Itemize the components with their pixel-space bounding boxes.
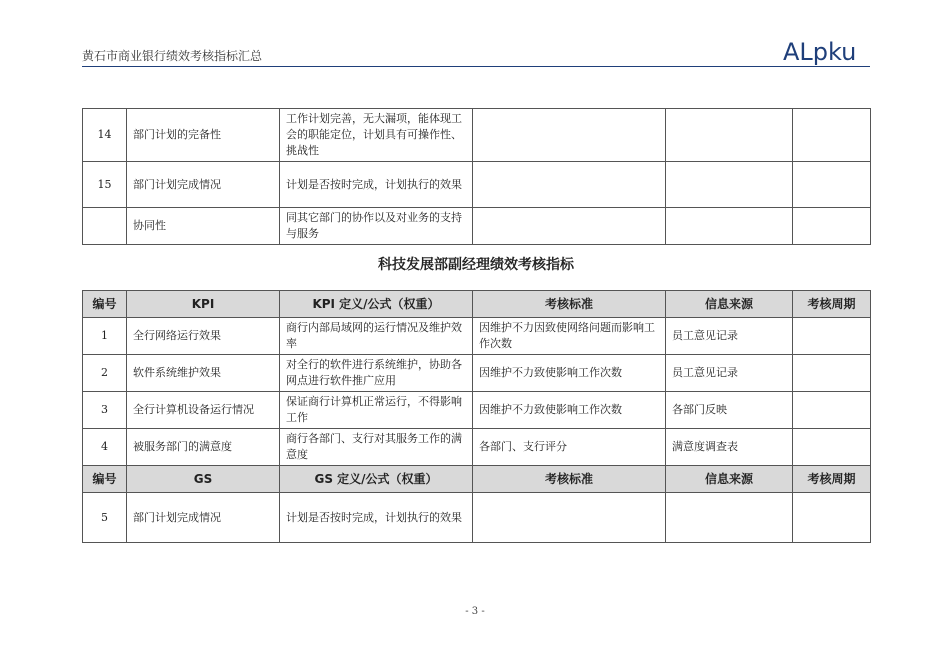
kpi-standard: 各部门、支行评分: [473, 429, 666, 466]
header-definition: KPI 定义/公式（权重）: [280, 291, 473, 318]
alpku-logo: ALpku: [783, 38, 857, 66]
table-row: [83, 392, 871, 429]
kpi-definition: 工作计划完善，无大漏项，能体现工会的职能定位，计划具有可操作性、挑战性: [280, 109, 473, 162]
kpi-name: 部门计划的完备性: [127, 109, 280, 162]
kpi-standard: 因维护不力致使影响工作次数: [473, 355, 666, 392]
row-number: 1: [83, 318, 127, 355]
table-row: [83, 162, 871, 208]
kpi-period: [793, 493, 871, 543]
kpi-period: [793, 109, 871, 162]
kpi-period: [793, 208, 871, 245]
kpi-source: 各部门反映: [666, 392, 793, 429]
header-num: 编号: [83, 291, 127, 318]
table-row: [83, 355, 871, 392]
kpi-name: 协同性: [127, 208, 280, 245]
kpi-standard: 因维护不力因致使网络问题而影响工作次数: [473, 318, 666, 355]
kpi-source: 员工意见记录: [666, 355, 793, 392]
kpi-period: [793, 429, 871, 466]
header-kpi: KPI: [127, 291, 280, 318]
kpi-standard: [473, 208, 666, 245]
kpi-period: [793, 392, 871, 429]
kpi-name: 全行计算机设备运行情况: [127, 392, 280, 429]
kpi-definition: 对全行的软件进行系统维护，协助各网点进行软件推广应用: [280, 355, 473, 392]
header-source: 信息来源: [666, 466, 793, 493]
row-number: 14: [83, 109, 127, 162]
kpi-name: 全行网络运行效果: [127, 318, 280, 355]
kpi-standard: [473, 493, 666, 543]
kpi-source: [666, 162, 793, 208]
kpi-name: 部门计划完成情况: [127, 162, 280, 208]
gs-header-row: [83, 466, 871, 493]
kpi-period: [793, 355, 871, 392]
table-row: [83, 493, 871, 543]
kpi-name: 被服务部门的满意度: [127, 429, 280, 466]
kpi-period: [793, 318, 871, 355]
kpi-source: [666, 493, 793, 543]
row-number: 15: [83, 162, 127, 208]
header-num: 编号: [83, 466, 127, 493]
row-number: [83, 208, 127, 245]
kpi-source: 员工意见记录: [666, 318, 793, 355]
table-row: [83, 318, 871, 355]
kpi-standard: 因维护不力致使影响工作次数: [473, 392, 666, 429]
kpi-source: [666, 208, 793, 245]
kpi-name: 部门计划完成情况: [127, 493, 280, 543]
header-standard: 考核标准: [473, 466, 666, 493]
document-header-title: 黄石市商业银行绩效考核指标汇总: [82, 49, 263, 63]
kpi-definition: 计划是否按时完成，计划执行的效果: [280, 162, 473, 208]
header-period: 考核周期: [793, 466, 871, 493]
kpi-standard: [473, 109, 666, 162]
kpi-definition: 商行各部门、支行对其服务工作的满意度: [280, 429, 473, 466]
kpi-period: [793, 162, 871, 208]
kpi-source: [666, 109, 793, 162]
page-number: - 3 -: [465, 606, 485, 617]
kpi-definition: 同其它部门的协作以及对业务的支持与服务: [280, 208, 473, 245]
table-row: [83, 429, 871, 466]
table-row: [83, 109, 871, 162]
section-title: 科技发展部副经理绩效考核指标: [378, 257, 574, 273]
header-gs: GS: [127, 466, 280, 493]
kpi-source: 满意度调查表: [666, 429, 793, 466]
row-number: 2: [83, 355, 127, 392]
kpi-definition: 商行内部局域网的运行情况及维护效率: [280, 318, 473, 355]
kpi-table: [82, 290, 871, 543]
kpi-standard: [473, 162, 666, 208]
header-standard: 考核标准: [473, 291, 666, 318]
row-number: 3: [83, 392, 127, 429]
kpi-header-row: [83, 291, 871, 318]
table-row: [83, 208, 871, 245]
row-number: 4: [83, 429, 127, 466]
header-divider: [82, 66, 870, 67]
kpi-name: 软件系统维护效果: [127, 355, 280, 392]
top-table: [82, 108, 871, 245]
header-period: 考核周期: [793, 291, 871, 318]
header-source: 信息来源: [666, 291, 793, 318]
header-definition: GS 定义/公式（权重）: [280, 466, 473, 493]
kpi-definition: 保证商行计算机正常运行，不得影响工作: [280, 392, 473, 429]
row-number: 5: [83, 493, 127, 543]
kpi-definition: 计划是否按时完成，计划执行的效果: [280, 493, 473, 543]
